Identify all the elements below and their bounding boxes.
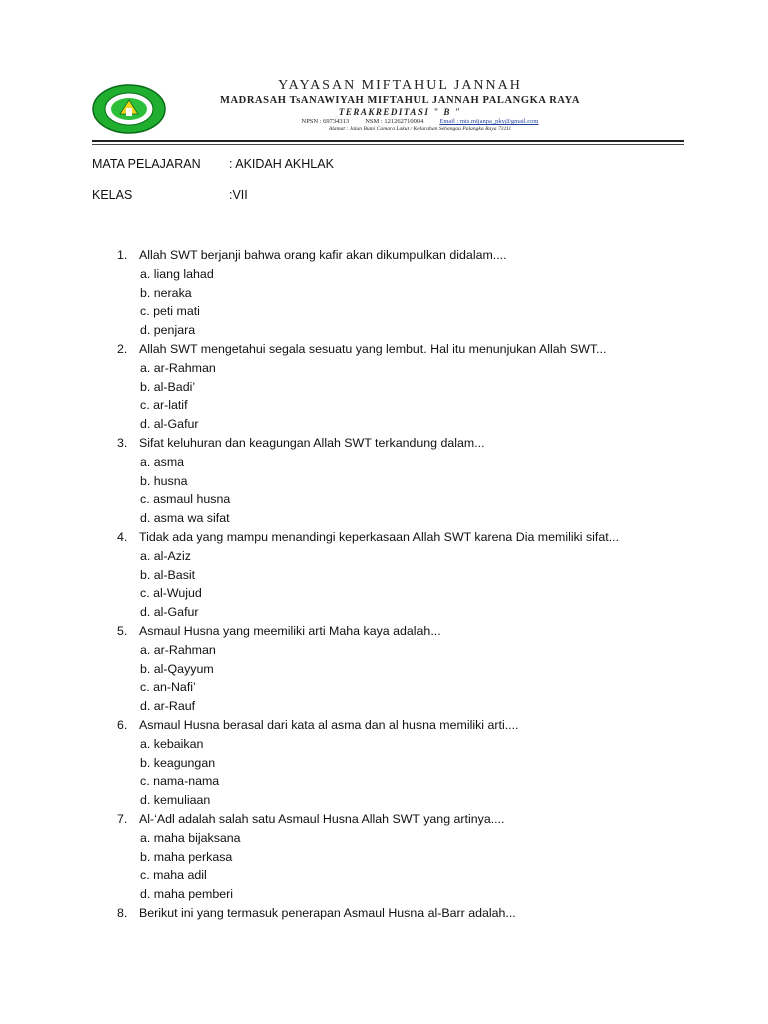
answer-option: b. keagungan xyxy=(140,755,216,770)
question-number: 6. xyxy=(117,718,128,733)
answer-option: b. al-Basit xyxy=(140,567,196,582)
question-3 xyxy=(117,434,717,453)
answer-option: a. ar-Rahman xyxy=(140,642,216,657)
question-text: Asmaul Husna yang meemiliki arti Maha kaya adalah... xyxy=(139,624,441,639)
nsm: NSM : 121262710004 xyxy=(365,118,424,125)
question-1 xyxy=(117,246,717,265)
answer-option: a. asma xyxy=(140,454,185,469)
question-number: 8. xyxy=(117,906,128,921)
question-list xyxy=(117,246,717,923)
question-number: 3. xyxy=(117,436,128,451)
question-number: 5. xyxy=(117,624,128,639)
question-text: Sifat keluhuran dan keagungan Allah SWT terkandung dalam... xyxy=(139,436,485,451)
school-name: MADRASAH TsANAWIYAH MIFTAHUL JANNAH PALANGKA RAYA xyxy=(219,95,581,106)
question-8 xyxy=(117,904,717,923)
question-text: Tidak ada yang mampu menandingi keperkasaan Allah SWT karena Dia memiliki sifat... xyxy=(139,530,620,545)
question-number: 2. xyxy=(117,342,128,357)
question-2 xyxy=(117,340,717,359)
answer-option: a. maha bijaksana xyxy=(140,830,241,845)
answer-option: d. ar-Rauf xyxy=(140,699,196,714)
subject-row xyxy=(92,157,492,175)
answer-option: c. ar-latif xyxy=(140,398,188,413)
answer-option: c. al-Wujud xyxy=(140,586,202,601)
question-number: 1. xyxy=(117,248,128,263)
answer-option: c. maha adil xyxy=(140,868,207,883)
class-label: KELAS xyxy=(92,188,133,202)
answer-option: a. al-Aziz xyxy=(140,548,191,563)
answer-option: b. al-Qayyum xyxy=(140,661,214,676)
answer-option: d. penjara xyxy=(140,323,196,338)
answer-option: b. neraka xyxy=(140,285,192,300)
address: Alamat : Jalan Bumi Camara Lakut / Kelurahan Sebangau Palangka Raya 73111 xyxy=(328,126,512,132)
answer-option: d. kemuliaan xyxy=(140,793,211,808)
question-5 xyxy=(117,622,717,641)
school-logo xyxy=(92,84,166,134)
answer-option: b. al-Badi’ xyxy=(140,379,196,394)
answer-option: a. kebaikan xyxy=(140,736,204,751)
question-6 xyxy=(117,716,717,735)
accreditation: TERAKREDITASI " B " xyxy=(338,107,462,117)
answer-option: d. al-Gafur xyxy=(140,605,199,620)
letterhead-divider-thin xyxy=(92,144,684,145)
question-number: 7. xyxy=(117,812,128,827)
question-text: Al-‘Adl adalah salah satu Asmaul Husna Allah SWT yang artinya.... xyxy=(139,812,505,827)
subject-value: : AKIDAH AKHLAK xyxy=(229,157,334,171)
question-4 xyxy=(117,528,717,547)
class-row xyxy=(92,188,492,206)
npsn: NPSN : 69734313 xyxy=(301,118,350,125)
letterhead-divider xyxy=(92,140,684,142)
question-text: Allah SWT mengetahui segala sesuatu yang lembut. Hal itu menunjukan Allah SWT... xyxy=(139,342,607,357)
answer-option: a. liang lahad xyxy=(140,266,214,281)
question-7 xyxy=(117,810,717,829)
answer-option: d. asma wa sifat xyxy=(140,511,230,526)
question-text: Allah SWT berjanji bahwa orang kafir akan dikumpulkan didalam.... xyxy=(139,248,507,263)
answer-option: b. maha perkasa xyxy=(140,849,233,864)
question-text: Berikut ini yang termasuk penerapan Asmaul Husna al-Barr adalah... xyxy=(139,906,516,921)
class-value: :VII xyxy=(229,188,248,202)
answer-option: c. peti mati xyxy=(140,304,200,319)
answer-option: c. an-Nafi’ xyxy=(140,680,196,695)
answer-option: b. husna xyxy=(140,473,188,488)
email-link[interactable]: Email : mts.mijanpa_pky@gmail.com xyxy=(439,118,539,125)
answer-option: c. asmaul husna xyxy=(140,492,231,507)
question-number: 4. xyxy=(117,530,128,545)
foundation-name: YAYASAN MIFTAHUL JANNAH xyxy=(278,78,522,93)
question-text: Asmaul Husna berasal dari kata al asma dan al husna memiliki arti.... xyxy=(139,718,519,733)
subject-label: MATA PELAJARAN xyxy=(92,157,201,171)
answer-option: c. nama-nama xyxy=(140,774,220,789)
contact-line xyxy=(210,118,630,126)
answer-option: a. ar-Rahman xyxy=(140,360,216,375)
answer-option: d. maha pemberi xyxy=(140,887,233,902)
letterhead xyxy=(92,78,628,138)
answer-option: d. al-Gafur xyxy=(140,417,199,432)
